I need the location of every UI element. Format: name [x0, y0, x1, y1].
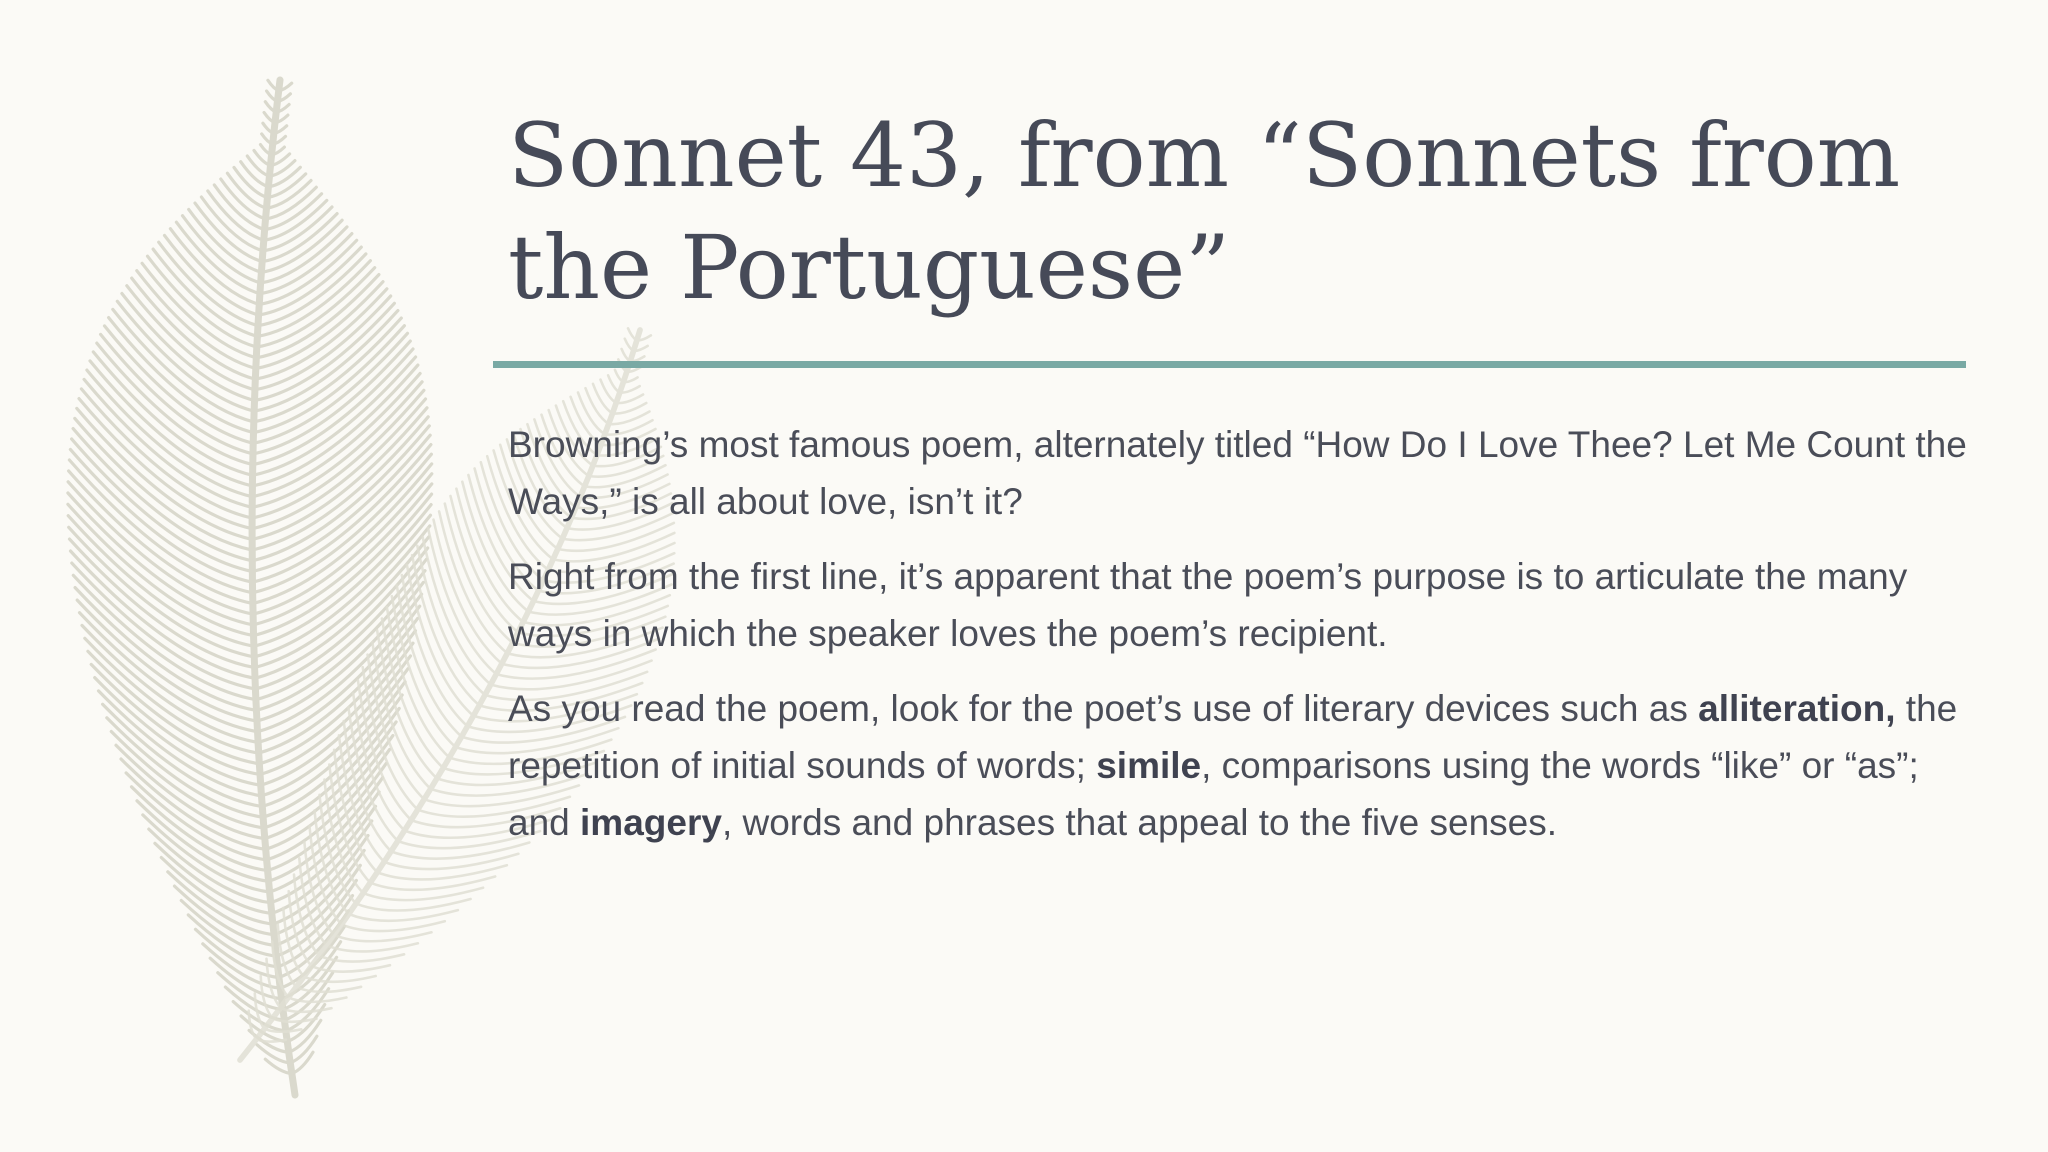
title-divider: [493, 361, 1966, 368]
slide-body: [508, 416, 1978, 869]
slide-title: Sonnet 43, from “Sonnets from the Portuguese”: [508, 104, 1901, 319]
devices-text-4: , words and phrases that appeal to the five senses.: [721, 802, 1558, 843]
term-imagery: imagery: [580, 802, 722, 843]
paragraph-intro: Browning’s most famous poem, alternately titled “How Do I Love Thee? Let Me Count the Ways,” is all about love, isn’t it?: [508, 424, 1967, 522]
devices-text-1: As you read the poem, look for the poet’s use of literary devices such as: [508, 688, 1699, 729]
term-simile: simile: [1096, 745, 1202, 786]
devices-text-2: the repetition of initial sounds of words;: [508, 688, 1958, 786]
devices-text-3: , comparisons using the words “like” or “as”; and: [508, 745, 1919, 843]
paragraph-devices: [508, 680, 1978, 851]
term-alliteration: alliteration,: [1698, 688, 1896, 729]
paragraph-purpose: Right from the first line, it’s apparent that the poem’s purpose is to articulate the many ways in which the speaker loves the poem’s recipient.: [508, 556, 1908, 654]
